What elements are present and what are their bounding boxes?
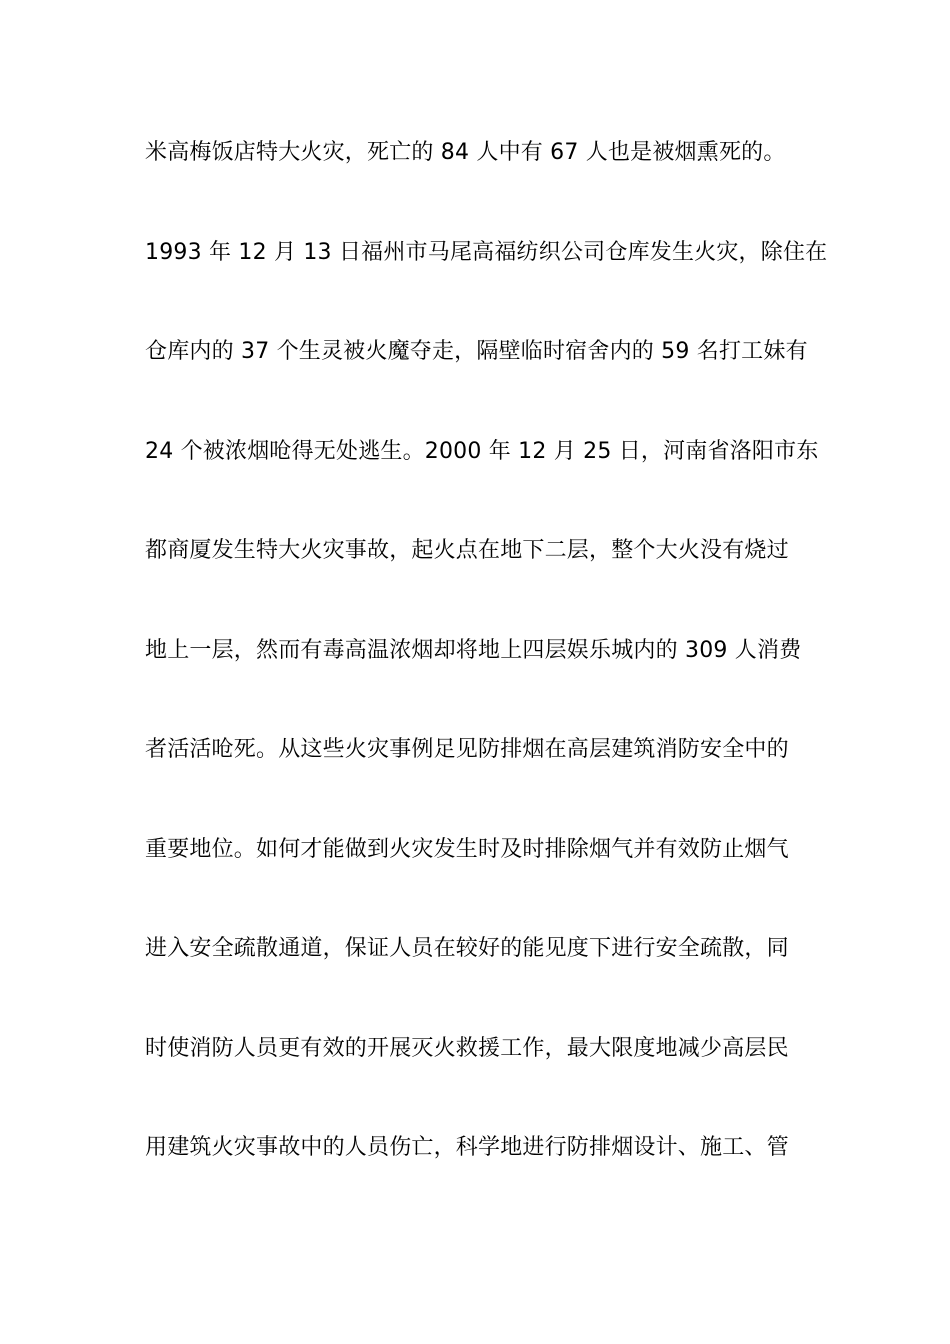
text-line: 米高梅饭店特大火灾，死亡的 84 人中有 67 人也是被烟熏死的。 [145, 140, 786, 165]
text-line: 都商厦发生特大火灾事故，起火点在地下二层，整个大火没有烧过 [145, 538, 789, 563]
text-line: 用建筑火灾事故中的人员伤亡，科学地进行防排烟设计、施工、管 [145, 1135, 789, 1160]
text-line: 重要地位。如何才能做到火灾发生时及时排除烟气并有效防止烟气 [145, 836, 789, 862]
text-line: 24 个被浓烟呛得无处逃生。2000 年 12 月 25 日，河南省洛阳市东 [145, 438, 819, 464]
text-line: 地上一层，然而有毒高温浓烟却将地上四层娱乐城内的 309 人消费 [145, 637, 802, 663]
text-line: 时使消防人员更有效的开展灭火救援工作，最大限度地减少高层民 [145, 1035, 789, 1061]
text-line: 者活活呛死。从这些火灾事例足见防排烟在高层建筑消防安全中的 [145, 737, 789, 762]
text-line: 仓库内的 37 个生灵被火魔夺走，隔壁临时宿舍内的 59 名打工妹有 [145, 339, 808, 364]
text-line: 1993 年 12 月 13 日福州市马尾高福纺织公司仓库发生火灾，除住在 [145, 239, 828, 265]
body-text [145, 128, 828, 1223]
text-line: 进入安全疏散通道，保证人员在较好的能见度下进行安全疏散，同 [145, 936, 789, 961]
